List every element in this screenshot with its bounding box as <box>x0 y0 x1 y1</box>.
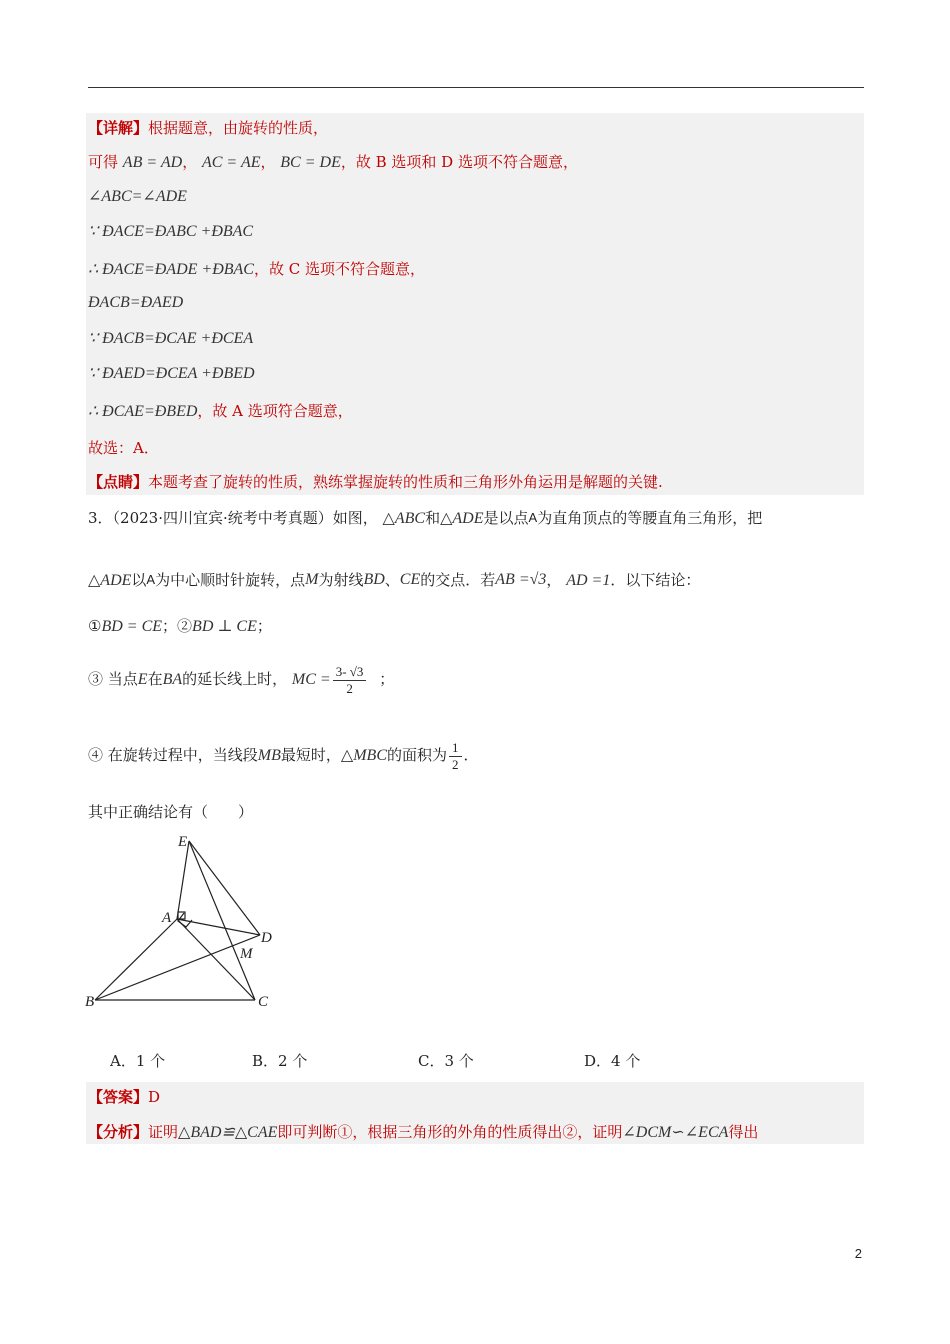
analysis-tag: 【分析】 <box>88 1123 149 1141</box>
segment-BA <box>95 919 177 1000</box>
conclusion-3: ③ 当点E在BA的延长线上时， MC = $\frac{3- √3}{2}$ ； <box>88 663 395 696</box>
question-line-2: △ADE以A为中心顺时针旋转，点M为射线BD、CE的交点．若AB =√3， AD =1．以下结论： <box>88 571 701 589</box>
solution-line-2: 可得 AB = AD， AC = AE， BC = DE，故 B 选项和 D 选项不符合题意， <box>88 153 578 171</box>
option-a[interactable]: A．1 个 <box>110 1052 166 1070</box>
question-line-1: 3．（2023·四川宜宾·统考中考真题）如图， △ABC和△ADE是以点A为直角顶点的等腰直角三角形，把 <box>88 509 763 527</box>
fraction-area: $\frac{1}{2}$ <box>449 740 462 773</box>
question-number: 3． <box>88 509 113 527</box>
solution-line-6: ÐACB=ÐAED <box>88 294 184 311</box>
geometry-figure <box>80 828 290 1018</box>
solution-line-8: ∵ ÐAED=ÐCEA +ÐBED <box>88 365 255 382</box>
answer-tag: 【答案】 <box>88 1088 149 1106</box>
solution-line-3: ∠ABC=∠ADE <box>88 188 187 205</box>
segment-AE <box>177 841 189 919</box>
segment-BD <box>95 935 260 1000</box>
solution-line-5: ∴ ÐACE=ÐADE +ÐBAC，故 C 选项不符合题意， <box>88 260 425 278</box>
label-A: A <box>162 910 172 926</box>
label-M: M <box>240 946 253 962</box>
conclusion-4: ④ 在旋转过程中，当线段MB最短时，△MBC的面积为 $\frac{1}{2}$ ． <box>88 739 479 772</box>
solution-line-4: ∵ ÐACE=ÐABC +ÐBAC <box>88 223 254 240</box>
page-number: 2 <box>854 1246 862 1261</box>
label-D: D <box>261 930 272 946</box>
analysis-line: 【分析】证明△BAD≌△CAE即可判断①，根据三角形的外角的性质得出②，证明∠DCM∽∠ECA得出 <box>88 1123 759 1141</box>
answer-value: D <box>148 1088 161 1106</box>
question-ask: 其中正确结论有（ ） <box>88 803 254 821</box>
segment-EC <box>189 841 255 1000</box>
answer-line <box>88 1086 160 1108</box>
detail-tag: 【详解】 <box>88 119 149 137</box>
detail-line: 【详解】根据题意，由旋转的性质， <box>88 119 329 137</box>
point-tag: 【点睛】 <box>88 473 149 491</box>
label-B: B <box>85 994 95 1010</box>
point-line: 【点睛】本题考查了旋转的性质，熟练掌握旋转的性质和三角形外角运用是解题的关键. <box>88 473 663 491</box>
option-d[interactable]: D．4 个 <box>584 1052 641 1070</box>
solution-line-9: ∴ ÐCAE=ÐBED，故 A 选项符合题意， <box>88 402 353 420</box>
solution-line-7: ∵ ÐACB=ÐCAE +ÐCEA <box>88 330 254 347</box>
option-b[interactable]: B．2 个 <box>252 1052 308 1070</box>
label-C: C <box>258 994 269 1010</box>
header-rule <box>88 87 864 88</box>
option-c[interactable]: C．3 个 <box>418 1052 474 1070</box>
solution-line-10: 故选：A． <box>88 439 159 457</box>
segment-ED <box>189 841 260 935</box>
fraction-mc: $\frac{3- √3}{2}$ <box>333 664 367 697</box>
conclusion-1-2: ①BD = CE；②BD ⊥ CE； <box>88 617 272 635</box>
label-E: E <box>178 834 188 850</box>
